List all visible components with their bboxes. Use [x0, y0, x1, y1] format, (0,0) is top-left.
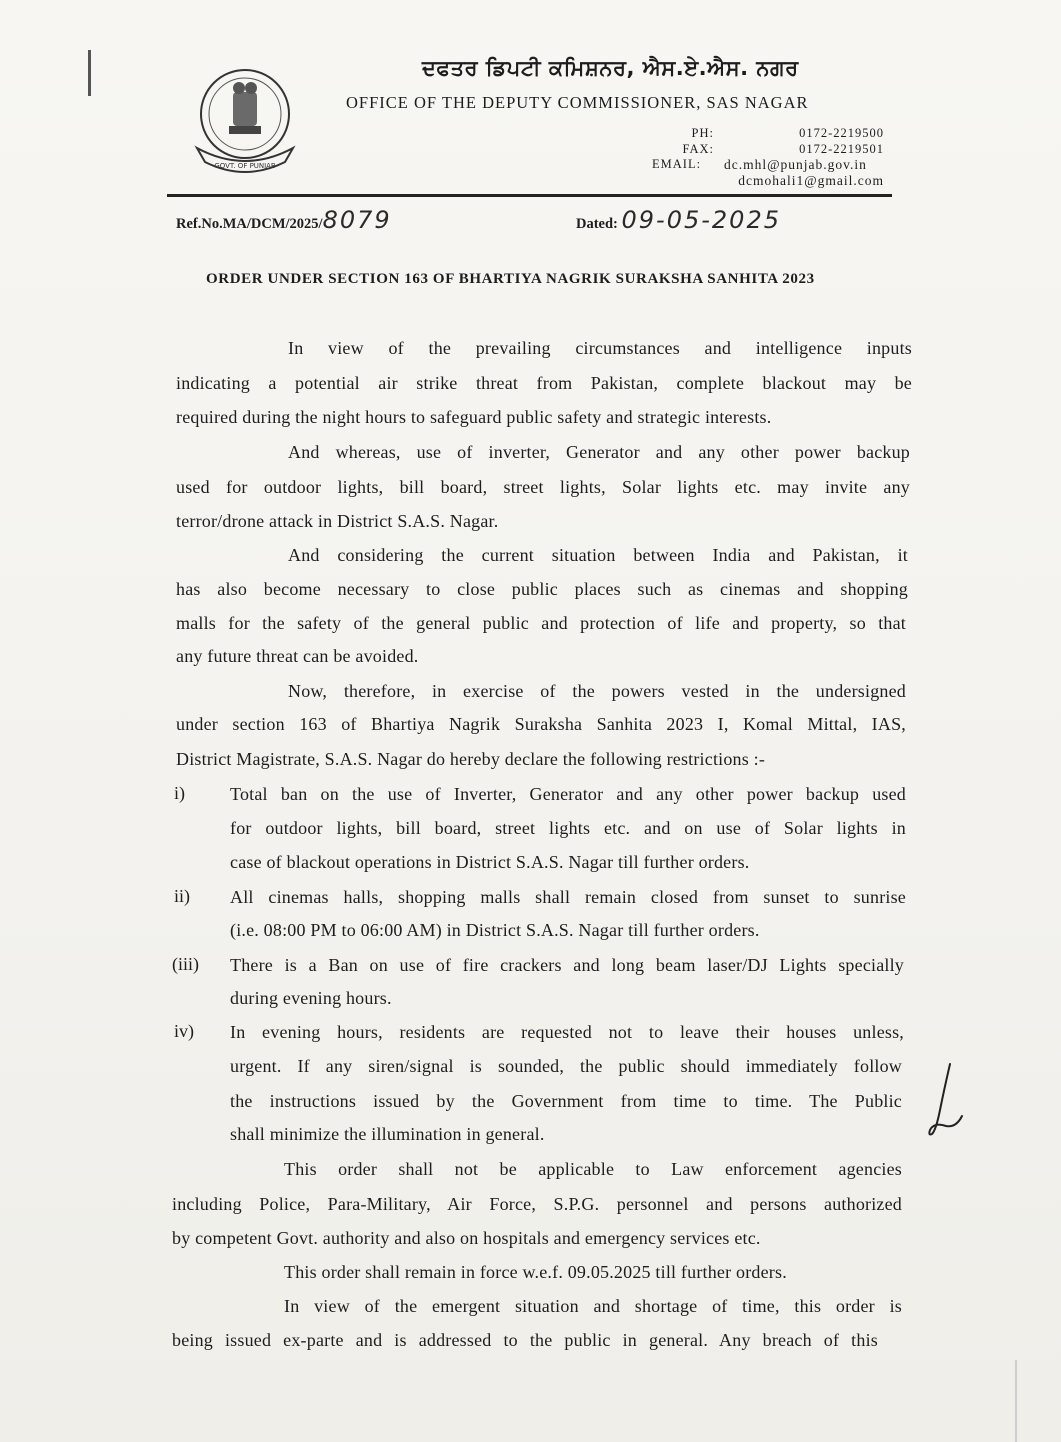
closing-line: including Police, Para-Military, Air Force, S.P.G. personnel and persons authorized	[172, 1194, 902, 1214]
page-edge-shadow	[1015, 1360, 1017, 1442]
restriction-line: urgent. If any siren/signal is sounded, the public should immediately follow	[230, 1056, 902, 1076]
body-line: any future threat can be avoided.	[176, 646, 419, 666]
reference-handwritten-number: 8079	[322, 206, 392, 234]
body-line: has also become necessary to close public places such as cinemas and shopping	[176, 579, 908, 599]
fax-value: 0172-2219501	[799, 141, 884, 156]
restriction-line: (i.e. 08:00 PM to 06:00 AM) in District S.A.S. Nagar till further orders.	[230, 920, 760, 940]
restriction-line: for outdoor lights, bill board, street lights etc. and on use of Solar lights in	[230, 818, 906, 838]
restriction-line: shall minimize the illumination in general.	[230, 1124, 545, 1144]
dated-label: Dated:	[576, 216, 618, 232]
restriction-line: the instructions issued by the Government from time to time. The Public	[230, 1091, 902, 1111]
dated-field	[576, 206, 781, 234]
fax-label: FAX:	[682, 141, 714, 156]
body-line: And considering the current situation between India and Pakistan, it	[288, 545, 908, 565]
order-subject: ORDER UNDER SECTION 163 OF BHARTIYA NAGRIK SURAKSHA SANHITA 2023	[206, 271, 815, 287]
body-line: In view of the prevailing circumstances and intelligence inputs	[288, 338, 912, 358]
government-of-punjab-emblem-icon	[185, 62, 305, 182]
restriction-line: There is a Ban on use of fire crackers and long beam laser/DJ Lights specially	[230, 955, 904, 975]
body-line: Now, therefore, in exercise of the powers vested in the undersigned	[288, 681, 906, 701]
body-line: malls for the safety of the general public and protection of life and property, so that	[176, 613, 906, 633]
restriction-number: iv)	[174, 1021, 194, 1041]
office-title-punjabi: ਦਫਤਰ ਡਿਪਟੀ ਕਮਿਸ਼ਨਰ, ਐਸ.ਏ.ਐਸ. ਨਗਰ	[422, 56, 799, 80]
phone-value: 0172-2219500	[799, 126, 884, 140]
restriction-number: (iii)	[172, 954, 199, 974]
body-line: And whereas, use of inverter, Generator and any other power backup	[288, 442, 910, 462]
margin-pen-mark	[88, 50, 91, 96]
body-line: under section 163 of Bhartiya Nagrik Suraksha Sanhita 2023 I, Komal Mittal, IAS,	[176, 714, 906, 734]
reference-number	[176, 206, 392, 234]
restriction-line: Total ban on the use of Inverter, Generator and any other power backup used	[230, 784, 906, 804]
reference-label: Ref.No.MA/DCM/2025/	[176, 216, 323, 232]
body-line: terror/drone attack in District S.A.S. Nagar.	[176, 511, 499, 531]
handwritten-initial-icon	[926, 1060, 966, 1140]
email-label: EMAIL:	[652, 157, 702, 171]
body-line: required during the night hours to safeguard public safety and strategic interests.	[176, 407, 772, 427]
emblem-banner-text: GOVT. OF PUNJAB	[214, 162, 276, 170]
restriction-number: i)	[174, 783, 185, 803]
restriction-line: In evening hours, residents are requested not to leave their houses unless,	[230, 1022, 904, 1042]
fax-row	[652, 142, 892, 158]
restriction-line: All cinemas halls, shopping malls shall remain closed from sunset to sunrise	[230, 887, 906, 907]
body-line: District Magistrate, S.A.S. Nagar do hereby declare the following restrictions :-	[176, 749, 766, 769]
contact-block	[652, 126, 892, 188]
phone-row	[652, 126, 892, 142]
body-line: indicating a potential air strike threat from Pakistan, complete blackout may be	[176, 373, 912, 393]
email-primary: dc.mhl@punjab.gov.in	[724, 157, 867, 172]
restriction-number: ii)	[174, 886, 190, 906]
closing-line: by competent Govt. authority and also on hospitals and emergency services etc.	[172, 1228, 761, 1248]
header-divider	[167, 194, 892, 197]
body-line: used for outdoor lights, bill board, street lights, Solar lights etc. may invite any	[176, 477, 910, 497]
dated-handwritten-value: 09-05-2025	[621, 206, 781, 234]
restriction-line: case of blackout operations in District S.A.S. Nagar till further orders.	[230, 852, 750, 872]
closing-line: This order shall not be applicable to Law enforcement agencies	[284, 1159, 902, 1179]
closing-line: This order shall remain in force w.e.f. 09.05.2025 till further orders.	[284, 1262, 787, 1282]
restriction-line: during evening hours.	[230, 988, 392, 1008]
closing-line: being issued ex-parte and is addressed to the public in general. Any breach of this	[172, 1330, 878, 1350]
phone-label: PH:	[691, 126, 714, 140]
office-title-english: OFFICE OF THE DEPUTY COMMISSIONER, SAS NAGAR	[346, 93, 809, 112]
closing-line: In view of the emergent situation and shortage of time, this order is	[284, 1296, 902, 1316]
email-row	[652, 157, 892, 173]
email-secondary: dcmohali1@gmail.com	[738, 172, 884, 188]
